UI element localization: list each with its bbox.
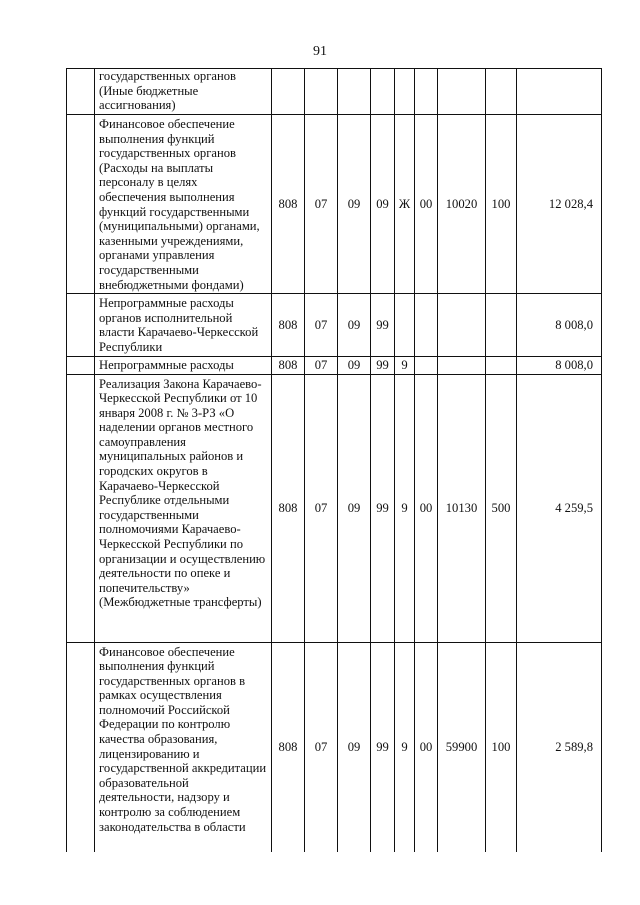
event-code-cell: 00 [415, 115, 438, 294]
table-row [67, 294, 602, 356]
program-code-cell: 09 [371, 115, 395, 294]
item-name-cell: Непрограммные расходы [95, 356, 272, 374]
event-code-cell [415, 69, 438, 115]
ministry-code-cell: 808 [272, 294, 305, 356]
amount-cell [517, 69, 602, 115]
direction-code-cell [438, 356, 486, 374]
ministry-code-cell: 808 [272, 642, 305, 852]
number-cell [67, 115, 95, 294]
direction-code-cell [438, 69, 486, 115]
amount-cell: 12 028,4 [517, 115, 602, 294]
table-row [67, 115, 602, 294]
expense-type-cell: 100 [486, 642, 517, 852]
subsection-code-cell: 09 [338, 642, 371, 852]
section-code-cell: 07 [305, 642, 338, 852]
direction-code-cell: 10130 [438, 374, 486, 642]
subprogram-code-cell: 9 [395, 642, 415, 852]
number-cell [67, 69, 95, 115]
program-code-cell: 99 [371, 642, 395, 852]
table-row [67, 374, 602, 642]
table-row [67, 356, 602, 374]
item-name-cell: Финансовое обеспечение выполнения функций государственных органов в рамках осуществления полномочий Российской Федерации по контролю качества образования, лицензированию и государственной аккредитации образовательной деятельности, надзору и контролю за соблюдением законодательства в области [95, 642, 272, 852]
item-name-cell: государственных органов (Иные бюджетные ассигнования) [95, 69, 272, 115]
program-code-cell: 99 [371, 294, 395, 356]
event-code-cell [415, 356, 438, 374]
subprogram-code-cell: 9 [395, 356, 415, 374]
expense-type-cell: 100 [486, 115, 517, 294]
ministry-code-cell: 808 [272, 374, 305, 642]
direction-code-cell: 59900 [438, 642, 486, 852]
direction-code-cell: 10020 [438, 115, 486, 294]
section-code-cell: 07 [305, 115, 338, 294]
amount-cell: 4 259,5 [517, 374, 602, 642]
event-code-cell: 00 [415, 642, 438, 852]
program-code-cell [371, 69, 395, 115]
amount-cell: 8 008,0 [517, 356, 602, 374]
amount-cell: 8 008,0 [517, 294, 602, 356]
subsection-code-cell: 09 [338, 294, 371, 356]
event-code-cell: 00 [415, 374, 438, 642]
item-name-cell: Реализация Закона Карачаево-Черкесской Республики от 10 января 2008 г. № 3-РЗ «О наделении органов местного самоуправления муниципальных районов и городских округов в Карачаево-Черкесской Республике отдельными государственными полномочиями Карачаево-Черкесской Республики по организации и осуществлению деятельности по опеке и попечительству» (Межбюджетные трансферты) [95, 374, 272, 642]
section-code-cell: 07 [305, 294, 338, 356]
program-code-cell: 99 [371, 374, 395, 642]
subsection-code-cell: 09 [338, 356, 371, 374]
subsection-code-cell [338, 69, 371, 115]
ministry-code-cell: 808 [272, 356, 305, 374]
number-cell [67, 294, 95, 356]
number-cell [67, 356, 95, 374]
subprogram-code-cell [395, 294, 415, 356]
item-name-cell: Финансовое обеспечение выполнения функций государственных органов (Расходы на выплаты персоналу в целях обеспечения выполнения функций государственными (муниципальными) органами, казенными учреждениями, органами управления государственными внебюджетными фондами) [95, 115, 272, 294]
page-number: 91 [313, 44, 327, 59]
table-row [67, 642, 602, 852]
expense-type-cell [486, 294, 517, 356]
subsection-code-cell: 09 [338, 374, 371, 642]
direction-code-cell [438, 294, 486, 356]
subsection-code-cell: 09 [338, 115, 371, 294]
number-cell [67, 642, 95, 852]
expense-type-cell: 500 [486, 374, 517, 642]
section-code-cell [305, 69, 338, 115]
event-code-cell [415, 294, 438, 356]
subprogram-code-cell: Ж [395, 115, 415, 294]
section-code-cell: 07 [305, 374, 338, 642]
ministry-code-cell [272, 69, 305, 115]
table-row [67, 69, 602, 115]
subprogram-code-cell [395, 69, 415, 115]
amount-cell: 2 589,8 [517, 642, 602, 852]
budget-table [66, 68, 602, 852]
ministry-code-cell: 808 [272, 115, 305, 294]
item-name-cell: Непрограммные расходы органов исполнительной власти Карачаево-Черкесской Республики [95, 294, 272, 356]
section-code-cell: 07 [305, 356, 338, 374]
number-cell [67, 374, 95, 642]
expense-type-cell [486, 356, 517, 374]
expense-type-cell [486, 69, 517, 115]
program-code-cell: 99 [371, 356, 395, 374]
subprogram-code-cell: 9 [395, 374, 415, 642]
